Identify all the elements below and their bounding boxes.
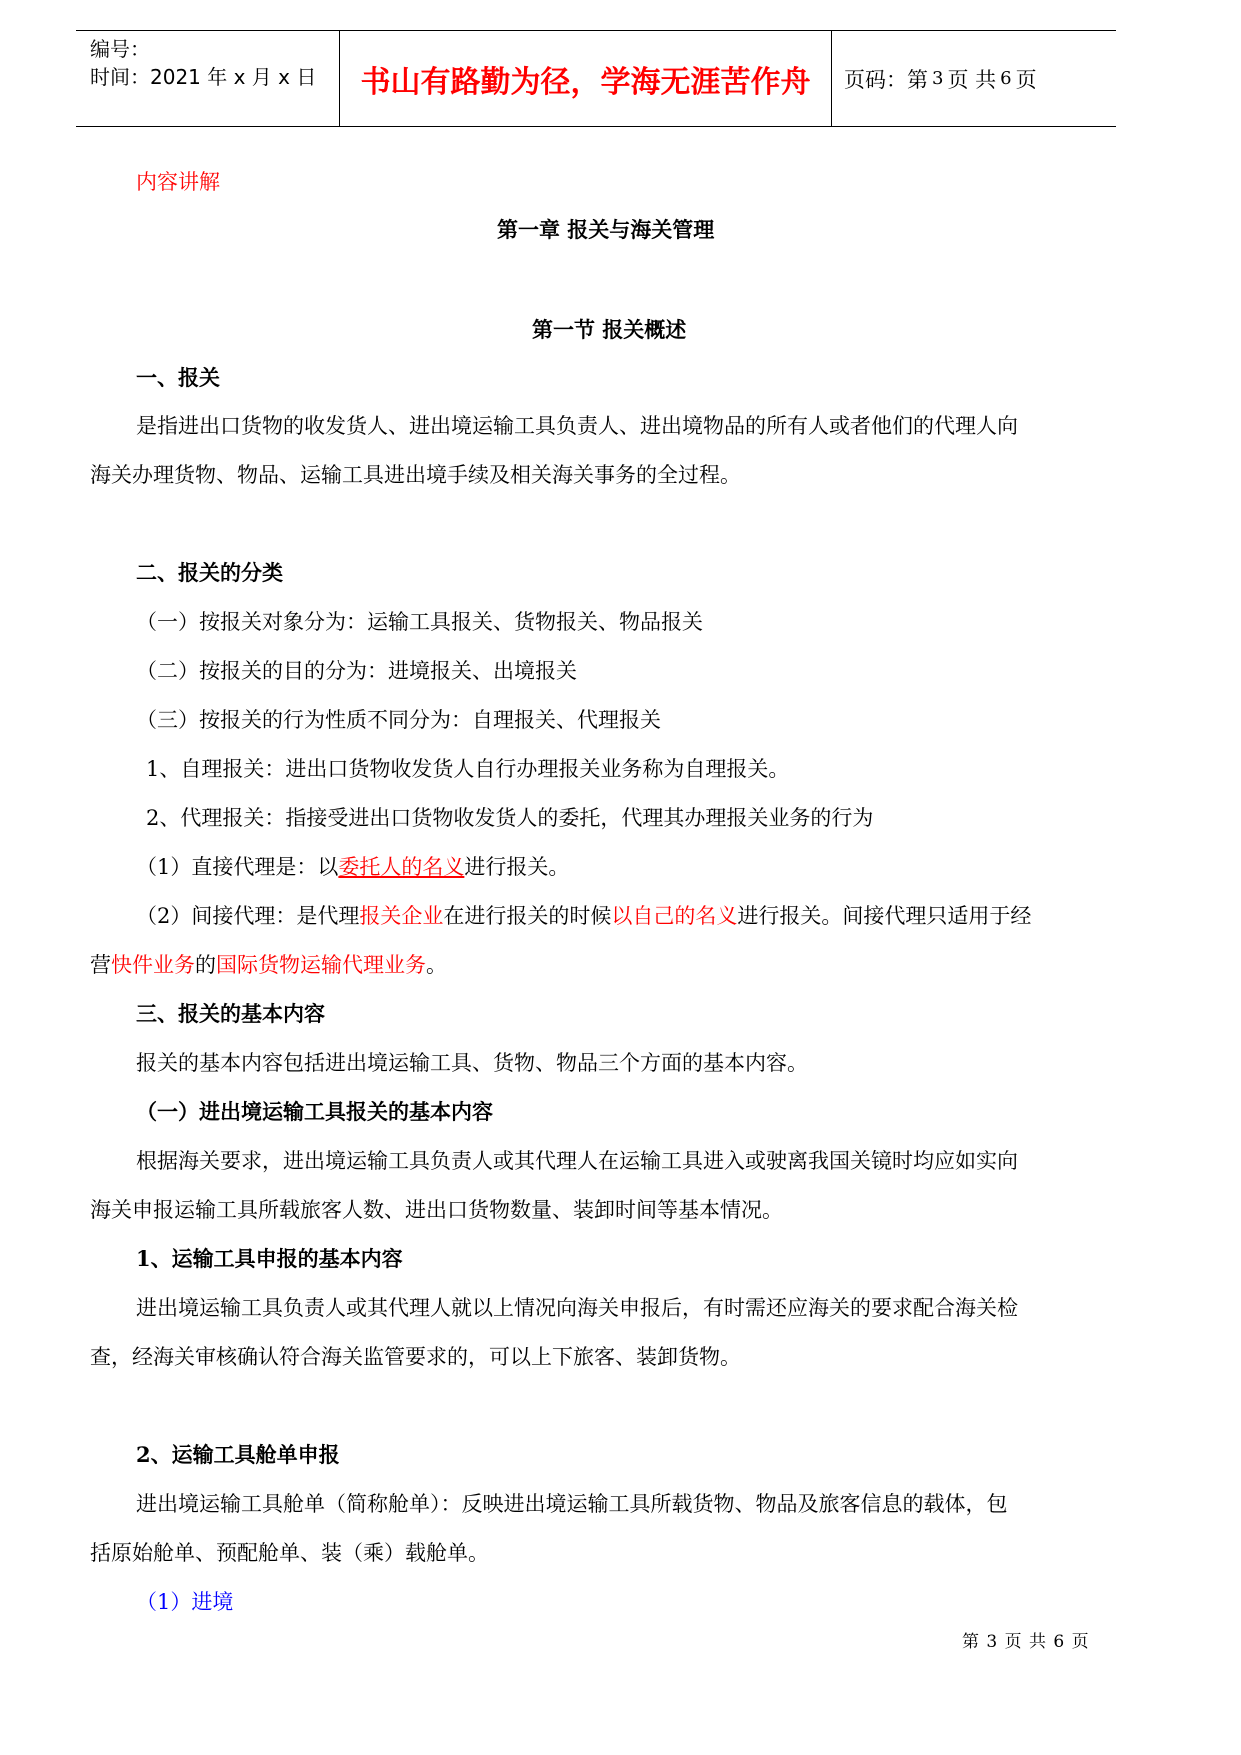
- paragraph-5-line-1: 进出境运输工具负责人或其代理人就以上情况向海关申报后，有时需还应海关的要求配合海关检: [136, 1296, 1018, 1320]
- paragraph-4-line-2: 海关申报运输工具所载旅客人数、进出口货物数量、装卸时间等基本情况。: [90, 1198, 783, 1222]
- paragraph-6-line-2: 括原始舱单、预配舱单、装（乘）载舱单。: [90, 1541, 489, 1565]
- paragraph-1-line-1: 是指进出口货物的收发货人、进出境运输工具负责人、进出境物品的所有人或者他们的代理人向: [136, 414, 1018, 438]
- indirect-agency-text-a: （2）间接代理：是代理: [136, 904, 360, 928]
- page-total: 6: [1000, 68, 1012, 89]
- indirect-agency-highlight-2: 以自己的名义: [611, 904, 738, 928]
- direct-agency-line: [136, 851, 569, 881]
- indirect-agency-line-2: [90, 949, 447, 979]
- paragraph-3: 报关的基本内容包括进出境运输工具、货物、物品三个方面的基本内容。: [136, 1051, 808, 1075]
- page-footer: 第 3 页 共 6 页: [962, 1632, 1090, 1652]
- indirect-agency-text-h: 的: [195, 953, 216, 977]
- class-item-1: （一）按报关对象分为：运输工具报关、货物报关、物品报关: [136, 610, 703, 634]
- page-prefix: 页码：第: [844, 67, 928, 92]
- page-current: 3: [932, 68, 944, 89]
- class-item-4: 1、自理报关：进出口货物收发货人自行办理报关业务称为自理报关。: [146, 757, 790, 781]
- page-header: [76, 30, 1116, 127]
- indirect-agency-text-e: 进行报关。间接代理只适用于经: [737, 904, 1032, 928]
- serial-label: 编号：: [90, 37, 150, 61]
- paragraph-5-line-2: 查，经海关审核确认符合海关监管要求的，可以上下旅客、装卸货物。: [90, 1345, 741, 1369]
- page-suffix: 页: [1015, 67, 1037, 92]
- heading-3-1-1: 1、运输工具申报的基本内容: [136, 1246, 403, 1271]
- indirect-agency-text-c: 在进行报关的时候: [443, 904, 612, 928]
- direct-agency-prefix: （1）直接代理是：以: [136, 855, 339, 879]
- class-item-3: （三）按报关的行为性质不同分为：自理报关、代理报关: [136, 708, 661, 732]
- section-label: 内容讲解: [136, 170, 220, 194]
- page-mid: 页 共: [947, 67, 997, 92]
- section-title: 第一节 报关概述: [532, 317, 687, 342]
- class-item-2: （二）按报关的目的分为：进境报关、出境报关: [136, 659, 577, 683]
- heading-3: 三、报关的基本内容: [136, 1001, 325, 1026]
- paragraph-4-line-1: 根据海关要求，进出境运输工具负责人或其代理人在运输工具进入或驶离我国关镜时均应如实向: [136, 1149, 1018, 1173]
- time-label: 时间：2021 年 x 月 x 日: [90, 65, 317, 89]
- heading-3-1-2: 2、运输工具舱单申报: [136, 1442, 340, 1467]
- header-page-number: [832, 31, 1116, 126]
- indirect-agency-highlight-1: 报关企业: [359, 904, 444, 928]
- direct-agency-suffix: 进行报关。: [464, 855, 570, 879]
- heading-3-1: （一）进出境运输工具报关的基本内容: [136, 1099, 493, 1124]
- header-motto: 书山有路勤为径，学海无涯苦作舟: [340, 31, 832, 126]
- header-meta-cell: [76, 31, 340, 126]
- indirect-agency-text-j: 。: [426, 953, 447, 977]
- paragraph-6-line-1: 进出境运输工具舱单（简称舱单）：反映进出境运输工具所载货物、物品及旅客信息的载体，包: [136, 1492, 1008, 1516]
- chapter-title: 第一章 报关与海关管理: [497, 217, 715, 242]
- indirect-agency-line-1: [136, 900, 1031, 930]
- indirect-agency-highlight-3: 快件业务: [111, 953, 195, 977]
- direct-agency-highlight: 委托人的名义: [338, 855, 465, 879]
- sub-entry-inbound: （1）进境: [136, 1590, 234, 1614]
- indirect-agency-text-f: 营: [90, 953, 111, 977]
- heading-2: 二、报关的分类: [136, 560, 283, 585]
- indirect-agency-highlight-4: 国际货物运输代理业务: [216, 953, 426, 977]
- class-item-5: 2、代理报关：指接受进出口货物收发货人的委托，代理其办理报关业务的行为: [146, 806, 874, 830]
- paragraph-1-line-2: 海关办理货物、物品、运输工具进出境手续及相关海关事务的全过程。: [90, 463, 741, 487]
- heading-1: 一、报关: [136, 365, 220, 390]
